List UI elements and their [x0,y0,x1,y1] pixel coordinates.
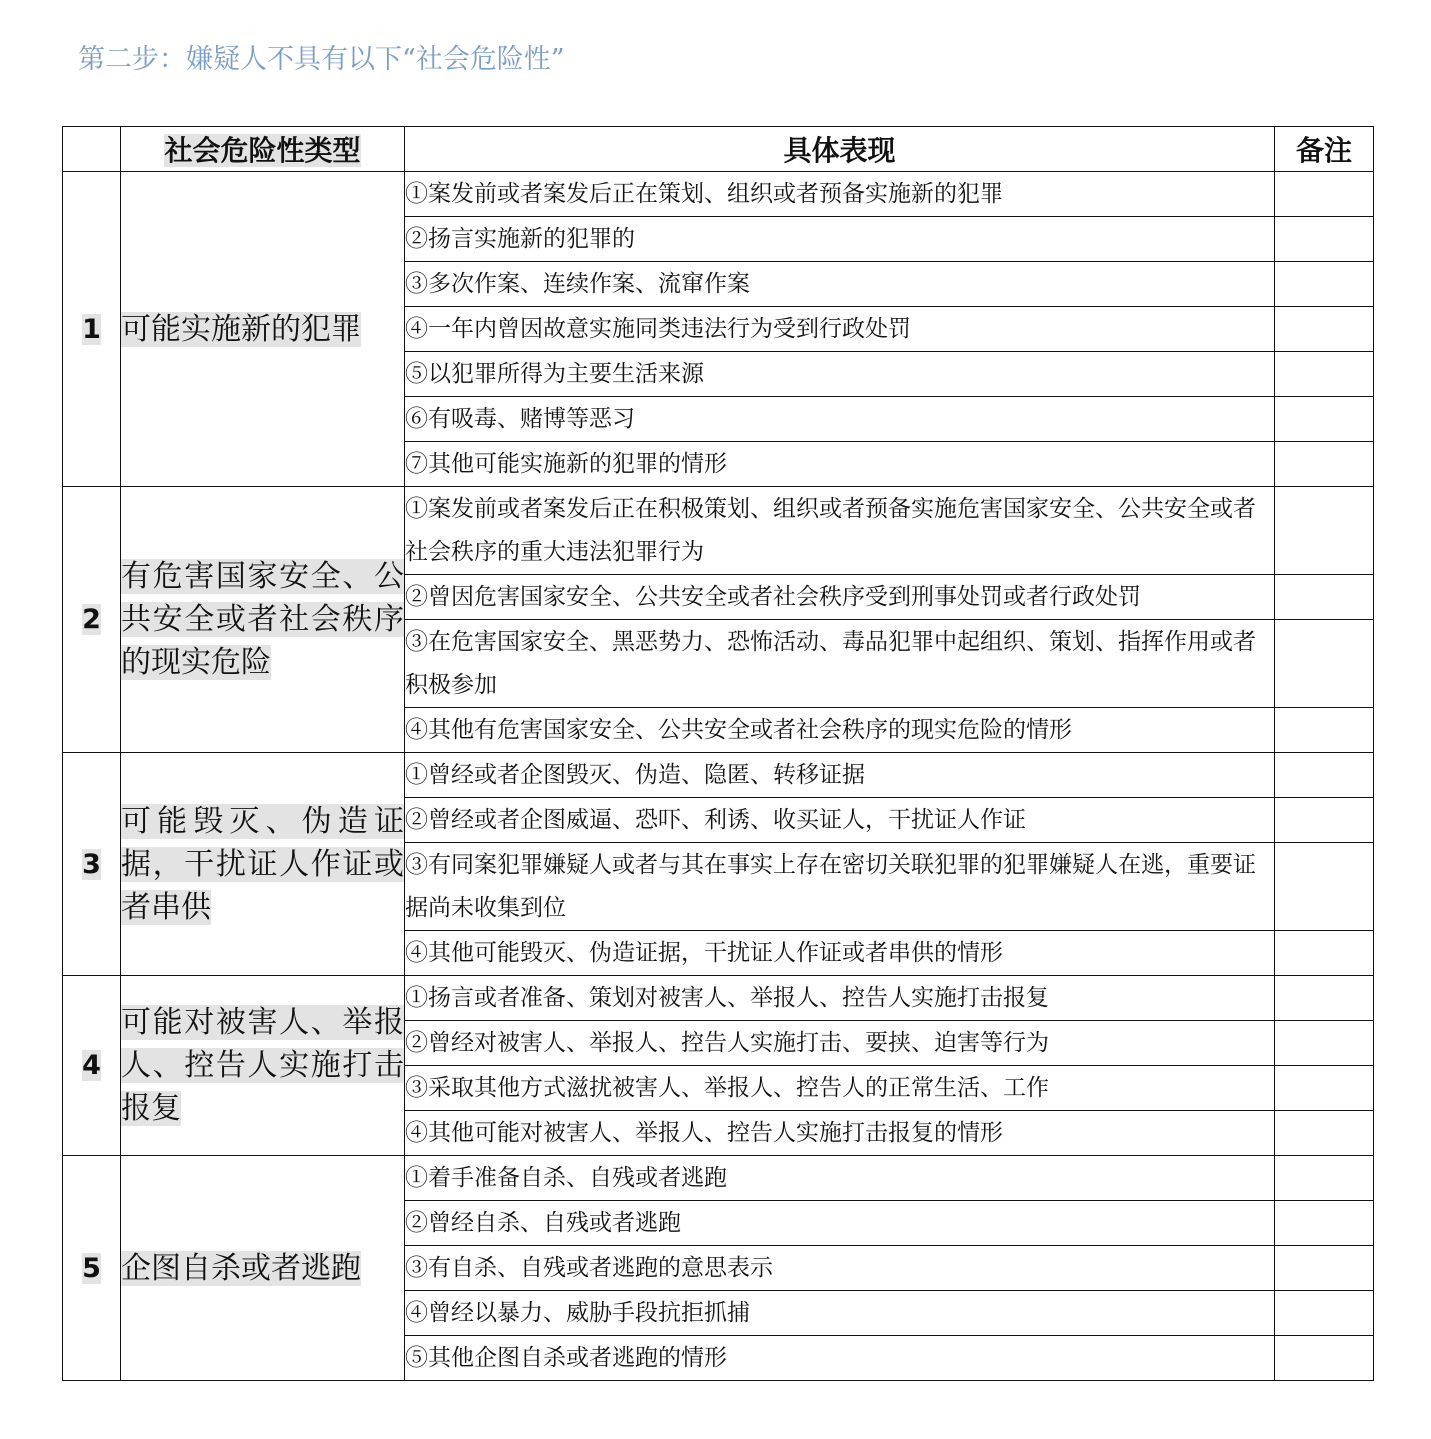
risk-type-cell: 可能对被害人、举报人、控告人实施打击报复 [121,976,405,1156]
manifestation-cell: ②曾经或者企图威逼、恐吓、利诱、收买证人，干扰证人作证 [405,798,1275,843]
manifestation-cell: ⑤以犯罪所得为主要生活来源 [405,352,1275,397]
manifestation-cell: ⑥有吸毒、赌博等恶习 [405,397,1275,442]
manifestation-cell: ④其他可能毁灭、伪造证据，干扰证人作证或者串供的情形 [405,931,1275,976]
manifestation-cell: ③多次作案、连续作案、流窜作案 [405,262,1275,307]
social-risk-table [62,126,1374,1381]
manifestation-cell: ③有自杀、自残或者逃跑的意思表示 [405,1246,1275,1291]
risk-type-cell: 可能实施新的犯罪 [121,172,405,487]
table-row [63,976,1374,1021]
remark-cell [1275,487,1374,575]
manifestation-cell: ③在危害国家安全、黑恶势力、恐怖活动、毒品犯罪中起组织、策划、指挥作用或者积极参加 [405,620,1275,708]
manifestation-cell: ①扬言或者准备、策划对被害人、举报人、控告人实施打击报复 [405,976,1275,1021]
remark-cell [1275,262,1374,307]
group-number: 2 [63,487,121,753]
header-number [63,127,121,172]
remark-cell [1275,1111,1374,1156]
remark-cell [1275,1156,1374,1201]
group-number: 5 [63,1156,121,1381]
manifestation-cell: ④其他可能对被害人、举报人、控告人实施打击报复的情形 [405,1111,1275,1156]
page-title: 第二步：嫌疑人不具有以下“社会危险性” [78,44,565,75]
manifestation-cell: ①案发前或者案发后正在策划、组织或者预备实施新的犯罪 [405,172,1275,217]
remark-cell [1275,575,1374,620]
remark-cell [1275,1291,1374,1336]
manifestation-cell: ①曾经或者企图毁灭、伪造、隐匿、转移证据 [405,753,1275,798]
manifestation-cell: ④一年内曾因故意实施同类违法行为受到行政处罚 [405,307,1275,352]
group-number: 3 [63,753,121,976]
manifestation-cell: ②曾经对被害人、举报人、控告人实施打击、要挟、迫害等行为 [405,1021,1275,1066]
remark-cell [1275,1336,1374,1381]
remark-cell [1275,931,1374,976]
table-row [63,1156,1374,1201]
header-manifestation: 具体表现 [405,127,1275,172]
remark-cell [1275,798,1374,843]
remark-cell [1275,1246,1374,1291]
remark-cell [1275,1066,1374,1111]
remark-cell [1275,753,1374,798]
manifestation-cell: ②曾经自杀、自残或者逃跑 [405,1201,1275,1246]
remark-cell [1275,708,1374,753]
manifestation-cell: ④曾经以暴力、威胁手段抗拒抓捕 [405,1291,1275,1336]
table-header-row [63,127,1374,172]
manifestation-cell: ⑤其他企图自杀或者逃跑的情形 [405,1336,1275,1381]
manifestation-cell: ④其他有危害国家安全、公共安全或者社会秩序的现实危险的情形 [405,708,1275,753]
remark-cell [1275,172,1374,217]
manifestation-cell: ③采取其他方式滋扰被害人、举报人、控告人的正常生活、工作 [405,1066,1275,1111]
risk-type-cell: 企图自杀或者逃跑 [121,1156,405,1381]
remark-cell [1275,307,1374,352]
remark-cell [1275,620,1374,708]
remark-cell [1275,1201,1374,1246]
manifestation-cell: ②扬言实施新的犯罪的 [405,217,1275,262]
remark-cell [1275,976,1374,1021]
manifestation-cell: ②曾因危害国家安全、公共安全或者社会秩序受到刑事处罚或者行政处罚 [405,575,1275,620]
risk-type-cell: 有危害国家安全、公共安全或者社会秩序的现实危险 [121,487,405,753]
manifestation-cell: ①着手准备自杀、自残或者逃跑 [405,1156,1275,1201]
manifestation-cell: ①案发前或者案发后正在积极策划、组织或者预备实施危害国家安全、公共安全或者社会秩序的重大违法犯罪行为 [405,487,1275,575]
table-row [63,172,1374,217]
table-row [63,753,1374,798]
header-remarks: 备注 [1275,127,1374,172]
remark-cell [1275,1021,1374,1066]
remark-cell [1275,217,1374,262]
risk-type-cell: 可能毁灭、伪造证据，干扰证人作证或者串供 [121,753,405,976]
group-number: 4 [63,976,121,1156]
table-row [63,487,1374,575]
header-risk-type: 社会危险性类型 [121,127,405,172]
manifestation-cell: ⑦其他可能实施新的犯罪的情形 [405,442,1275,487]
remark-cell [1275,397,1374,442]
remark-cell [1275,352,1374,397]
group-number: 1 [63,172,121,487]
remark-cell [1275,442,1374,487]
remark-cell [1275,843,1374,931]
manifestation-cell: ③有同案犯罪嫌疑人或者与其在事实上存在密切关联犯罪的犯罪嫌疑人在逃，重要证据尚未收集到位 [405,843,1275,931]
